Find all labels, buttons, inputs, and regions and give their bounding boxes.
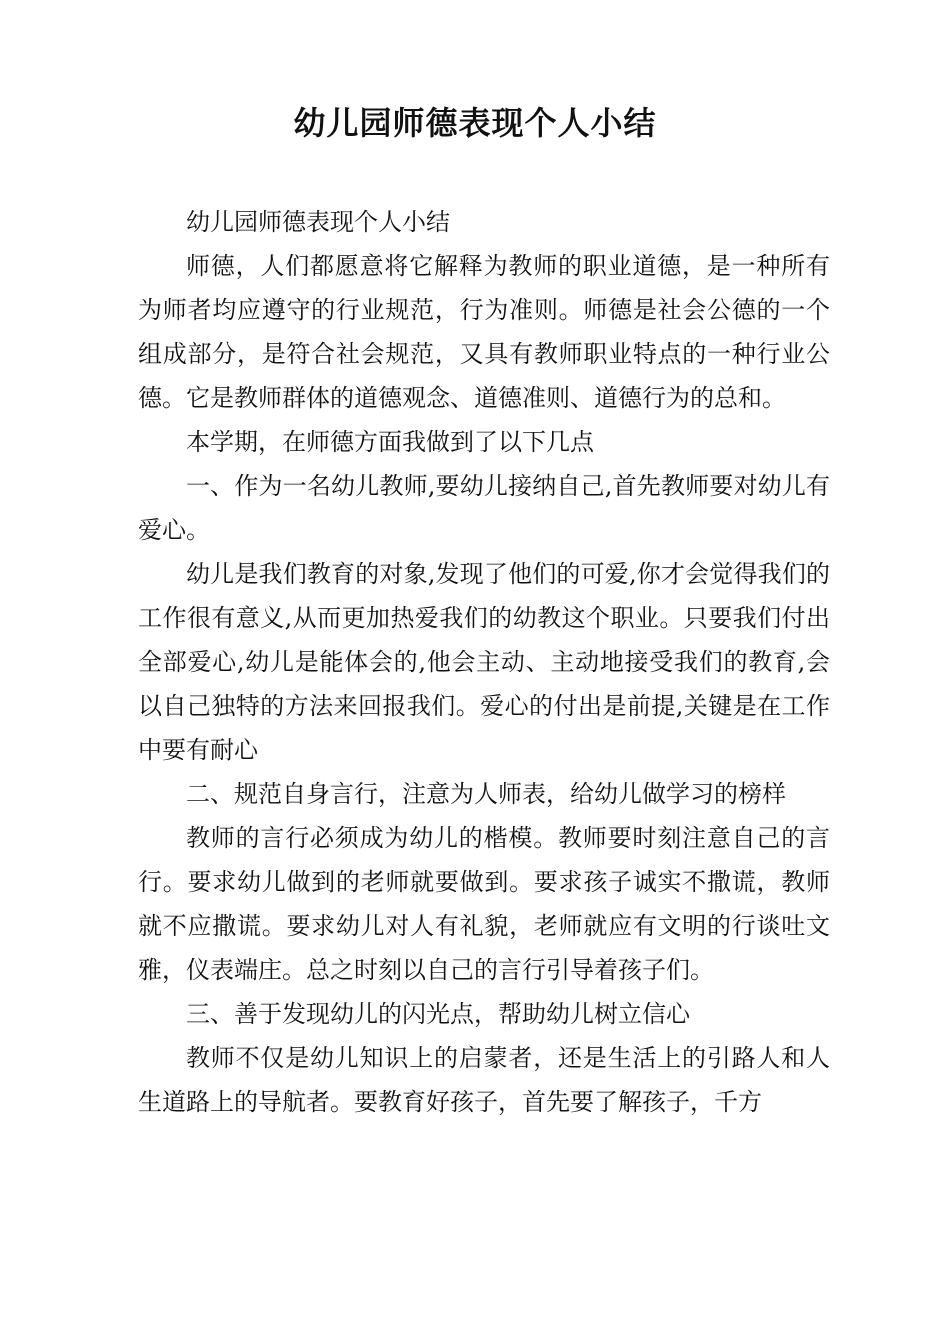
paragraph-section-3: 教师不仅是幼儿知识上的启蒙者，还是生活上的引路人和人生道路上的导航者。要教育好孩子，首先要了解孩子，千方 — [138, 1044, 830, 1116]
paragraph-subtitle: 幼儿园师德表现个人小结 — [186, 208, 450, 236]
document-title: 幼儿园师德表现个人小结 — [293, 104, 657, 142]
paragraph-section-2: 教师的言行必须成为幼儿的楷模。教师要时刻注意自己的言行。要求幼儿做到的老师就要做到。要求孩子诚实不撒谎，教师就不应撒谎。要求幼儿对人有礼貌，老师就应有文明的行谈吐文雅，仪表端庄。总之时刻以自己的言行引导着孩子们。 — [138, 824, 830, 984]
section-heading-3: 三、善于发现幼儿的闪光点，帮助幼儿树立信心 — [186, 1000, 690, 1028]
paragraph-intro: 本学期，在师德方面我做到了以下几点 — [186, 428, 594, 456]
document-body — [138, 200, 830, 1124]
paragraph-section-1: 幼儿是我们教育的对象,发现了他们的可爱,你才会觉得我们的工作很有意义,从而更加热爱我们的幼教这个职业。只要我们付出全部爱心,幼儿是能体会的,他会主动、主动地接受我们的教育,会以自己独特的方法来回报我们。爱心的付出是前提,关键是在工作中要有耐心 — [138, 560, 830, 764]
section-heading-1: 一、作为一名幼儿教师,要幼儿接纳自己,首先教师要对幼儿有爱心。 — [138, 472, 830, 544]
paragraph-definition: 师德，人们都愿意将它解释为教师的职业道德，是一种所有为师者均应遵守的行业规范，行为准则。师德是社会公德的一个组成部分，是符合社会规范，又具有教师职业特点的一种行业公德。它是教师群体的道德观念、道德准则、道德行为的总和。 — [138, 252, 830, 412]
section-heading-2: 二、规范自身言行，注意为人师表，给幼儿做学习的榜样 — [186, 780, 786, 808]
